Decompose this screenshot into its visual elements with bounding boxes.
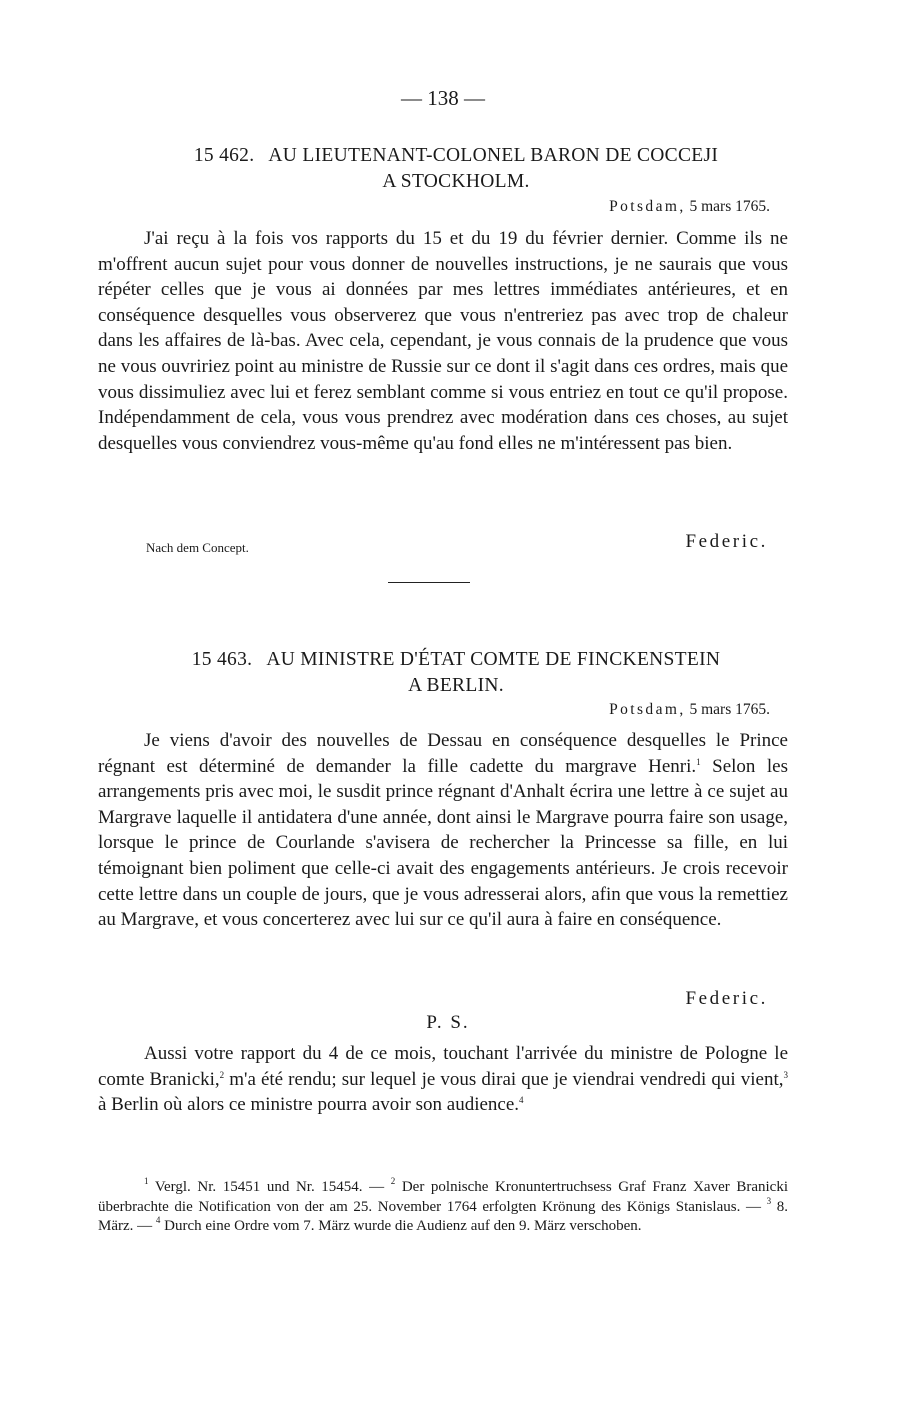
source-note: Nach dem Concept. (146, 540, 249, 555)
letter-date: 5 mars 1765. (689, 198, 770, 215)
postscript-text-part: m'a été rendu; sur lequel je vous dirai que je viendrai vendredi qui vient, (224, 1068, 784, 1090)
footnote-marker: 1 (144, 1176, 149, 1186)
footnote-part: Der polnische Kronuntertruchsess Graf Franz Xaver Branicki überbrachte die Notification von der am 25. November 1764 erfolgten Krönung des Königs Stanislaus. — (98, 1179, 788, 1215)
postscript-text (98, 1041, 788, 1118)
addressee: AU LIEUTENANT-COLONEL BARON DE COCCEJI (268, 145, 719, 166)
page-number: — 138 — (401, 86, 485, 110)
addressee: AU MINISTRE D'ÉTAT COMTE DE FINCKENSTEIN (266, 649, 721, 670)
signature: Federic. (685, 988, 768, 1009)
letter-place: Potsdam, (609, 198, 686, 215)
letter-heading-15463 (116, 647, 796, 699)
addressee-location: A BERLIN. (408, 675, 504, 696)
footnote-marker: 3 (766, 1195, 772, 1206)
footnote-text (98, 1178, 788, 1237)
letter-text: J'ai reçu à la fois vos rapports du 15 et du 19 du février dernier. Comme ils ne m'offrent aucun sujet pour vous donner de nouvelles instructions, je ne saurais que vous répéter celles que je vous ai données par mes lettres immédiates antérieures, et en conséquence desquelles vous observerez que vous n'entreriez pas avec trop de chaleur dans les affaires de là-bas. Avec cela, cependant, je vous connais de la prudence que vous ne vous ouvririez point au ministre de Russie sur ce dont il s'agit dans ces ordres, mais que vous dissimuliez avec lui et ferez semblant comme si vous entriez en tout ce qu'il propose. Indépendamment de cela, vous vous prendrez avec modération dans ces choses, au sujet desquelles vous conviendrez vous-même qu'au fond elles ne m'intéressent pas bien. (98, 228, 788, 454)
footnote-part: 8. März. — (98, 1198, 788, 1234)
letter-text (98, 728, 788, 933)
footnotes (98, 1178, 788, 1237)
letter-heading-15462 (116, 143, 796, 195)
footnote-marker: 4 (519, 1095, 524, 1106)
footnote-marker: 2 (390, 1176, 396, 1186)
postscript-body (98, 1041, 788, 1118)
letter-body (98, 226, 788, 456)
postscript-label: P. S. (426, 1012, 470, 1033)
postscript-text-part: Aussi votre rapport du 4 de ce mois, touchant l'arrivée du ministre de Pologne le comte Branicki, (98, 1043, 788, 1090)
footnote-marker: 3 (783, 1069, 788, 1080)
letter-dateline (98, 701, 770, 719)
footnote-marker: 2 (219, 1069, 225, 1080)
footnote-marker: 1 (696, 756, 701, 767)
letter-date: 5 mars 1765. (689, 701, 770, 718)
postscript-text-part: à Berlin où alors ce ministre pourra avoir son audience. (98, 1094, 520, 1116)
footnote-part: Durch eine Ordre vom 7. März wurde die Audienz auf den 9. März verschoben. (160, 1218, 642, 1234)
letter-body (98, 728, 788, 933)
section-divider (388, 582, 470, 583)
signature: Federic. (685, 531, 768, 552)
letter-text-part: Je viens d'avoir des nouvelles de Dessau en conséquence desquelles le Prince régnant est déterminé de demander la fille cadette du margrave Henri. (98, 730, 788, 777)
letter-place: Potsdam, (609, 701, 686, 718)
letter-number: 15 463. (191, 649, 253, 670)
letter-dateline (98, 198, 770, 216)
footnote-part: Vergl. Nr. 15451 und Nr. 15454. — (148, 1179, 391, 1195)
addressee-location: A STOCKHOLM. (382, 171, 530, 192)
letter-number: 15 462. (193, 145, 255, 166)
letter-text-part: Selon les arrangements pris avec moi, le susdit prince régnant d'Anhalt écrira une lettre à ce sujet au Margrave laquelle il antidatera d'une année, dont ainsi le Margrave pourra faire son usage, lorsque le prince de Courlande s'avisera de rechercher la Princesse sa fille, en lui témoignant bien poliment que celle-ci avait des engagements antérieurs. Je crois recevoir cette lettre dans un couple de jours, que je vous adresserai alors, afin que vous la remettiez au Margrave, et vous concerterez avec lui sur ce qu'il aura à faire en conséquence. (98, 755, 788, 931)
footnote-marker: 4 (155, 1215, 161, 1225)
